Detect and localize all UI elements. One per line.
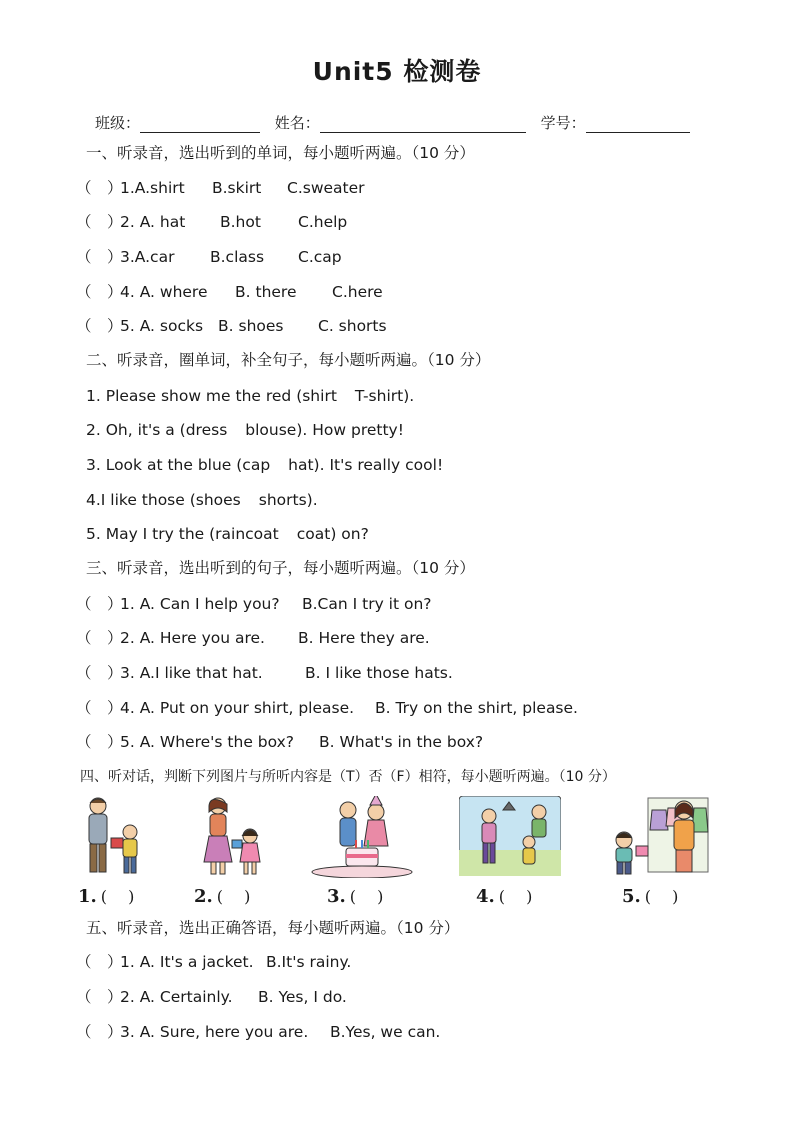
s5-question-2: [76, 987, 347, 1007]
picture-label-4: [476, 884, 532, 907]
option-c: C. shorts: [318, 317, 387, 335]
option-b: B. shoes: [218, 317, 284, 335]
option-b: B.Can I try it on?: [302, 595, 432, 613]
option-c: C.sweater: [287, 179, 365, 197]
option-a: 1. A. It's a jacket.: [120, 953, 254, 971]
option-b: B.hot: [220, 213, 261, 231]
label-number: 2.: [194, 886, 213, 907]
picture-row: [78, 796, 714, 880]
label-number: 5.: [622, 886, 641, 907]
option-a: 2. A. Certainly.: [120, 988, 233, 1006]
sentence-part: 3. Look at the blue (cap: [86, 456, 271, 474]
s3-question-2: [76, 628, 430, 648]
s1-question-4: [76, 282, 383, 302]
option-a: 1. A. Can I help you?: [120, 595, 280, 613]
option-b: B. What's in the box?: [319, 733, 484, 751]
option-a: 5. A. socks: [120, 317, 204, 335]
s3-question-5: [76, 732, 483, 752]
sentence-part: coat) on?: [296, 525, 369, 543]
answer-paren[interactable]: （ ）: [76, 213, 123, 231]
section-4-heading: 四、听对话，判断下列图片与所听内容是（T）否（F）相符，每小题听两遍。（10 分）: [80, 769, 616, 785]
sentence-part: blouse). How pretty!: [245, 421, 404, 439]
s2-sentence-2: [86, 420, 404, 440]
section-2-heading: 二、听录音，圈单词，补全句子，每小题听两遍。（10 分）: [86, 351, 491, 369]
s1-question-1: [76, 178, 365, 198]
name-label: 姓名：: [274, 114, 320, 132]
option-a: 1.A.shirt: [120, 179, 185, 197]
option-c: C.help: [298, 213, 348, 231]
answer-paren[interactable]: ( ): [349, 887, 384, 906]
picture-2: [196, 796, 268, 878]
class-field[interactable]: [140, 116, 260, 133]
sentence-part: hat). It's really cool!: [288, 456, 444, 474]
option-c: C.cap: [298, 248, 342, 266]
option-a: 2. A. Here you are.: [120, 629, 265, 647]
sentence-part: 1. Please show me the red (shirt: [86, 387, 337, 405]
answer-paren[interactable]: （ ）: [76, 179, 123, 197]
sentence-part: shorts).: [258, 491, 318, 509]
option-b: B. Try on the shirt, please.: [375, 699, 578, 717]
class-label: 班级：: [95, 114, 141, 132]
page-title: Unit5 检测卷: [312, 57, 482, 86]
s5-question-3: [76, 1022, 440, 1042]
option-a: 3. A.I like that hat.: [120, 664, 263, 682]
answer-paren[interactable]: ( ): [498, 887, 533, 906]
option-a: 4. A. where: [120, 283, 208, 301]
student-info-row: [95, 112, 700, 133]
s3-question-3: [76, 663, 453, 683]
s1-question-3: [76, 247, 342, 267]
option-a: 2. A. hat: [120, 213, 186, 231]
picture-label-3: [327, 884, 383, 907]
answer-paren[interactable]: （ ）: [76, 317, 123, 335]
s2-sentence-5: [86, 524, 369, 544]
picture-5: [606, 796, 710, 878]
option-a: 3.A.car: [120, 248, 175, 266]
answer-paren[interactable]: （ ）: [76, 664, 123, 682]
answer-paren[interactable]: （ ）: [76, 988, 123, 1006]
section-1-heading: 一、听录音，选出听到的单词，每小题听两遍。（10 分）: [86, 144, 475, 162]
section-3-heading: 三、听录音，选出听到的句子，每小题听两遍。（10 分）: [86, 559, 475, 577]
s3-question-1: [76, 594, 432, 614]
sentence-part: 5. May I try the (raincoat: [86, 525, 279, 543]
picture-3: [310, 796, 414, 878]
picture-label-1: [78, 884, 134, 907]
picture-1: [78, 796, 148, 878]
number-label: 学号：: [540, 114, 586, 132]
picture-4: [459, 796, 561, 876]
label-number: 4.: [476, 886, 495, 907]
s1-question-5: [76, 316, 387, 336]
option-b: B. there: [235, 283, 297, 301]
option-c: C.here: [332, 283, 383, 301]
sentence-part: 2. Oh, it's a (dress: [86, 421, 228, 439]
answer-paren[interactable]: （ ）: [76, 699, 123, 717]
picture-label-2: [194, 884, 250, 907]
answer-paren[interactable]: （ ）: [76, 1023, 123, 1041]
name-field[interactable]: [320, 116, 526, 133]
option-b: B. Here they are.: [298, 629, 430, 647]
option-b: B.skirt: [212, 179, 262, 197]
option-b: B.class: [210, 248, 265, 266]
sentence-part: 4.I like those (shoes: [86, 491, 241, 509]
answer-paren[interactable]: （ ）: [76, 629, 123, 647]
label-number: 1.: [78, 886, 97, 907]
s1-question-2: [76, 212, 347, 232]
option-b: B.It's rainy.: [266, 953, 352, 971]
option-a: 4. A. Put on your shirt, please.: [120, 699, 355, 717]
option-b: B. I like those hats.: [305, 664, 453, 682]
option-a: 3. A. Sure, here you are.: [120, 1023, 309, 1041]
answer-paren[interactable]: ( ): [216, 887, 251, 906]
s2-sentence-3: [86, 455, 443, 475]
s3-question-4: [76, 698, 578, 718]
option-b: B. Yes, I do.: [258, 988, 347, 1006]
sentence-part: T-shirt).: [354, 387, 415, 405]
answer-paren[interactable]: （ ）: [76, 283, 123, 301]
answer-paren[interactable]: （ ）: [76, 248, 123, 266]
s2-sentence-1: [86, 386, 414, 406]
option-b: B.Yes, we can.: [330, 1023, 441, 1041]
s5-question-1: [76, 952, 351, 972]
answer-paren[interactable]: （ ）: [76, 953, 123, 971]
answer-paren[interactable]: （ ）: [76, 595, 123, 613]
section-5-heading: 五、听录音，选出正确答语，每小题听两遍。（10 分）: [86, 919, 460, 937]
answer-paren[interactable]: ( ): [100, 887, 135, 906]
picture-label-5: [622, 884, 678, 907]
number-field[interactable]: [586, 116, 690, 133]
label-number: 3.: [327, 886, 346, 907]
option-a: 5. A. Where's the box?: [120, 733, 295, 751]
answer-paren[interactable]: ( ): [644, 887, 679, 906]
s2-sentence-4: [86, 490, 318, 510]
answer-paren[interactable]: （ ）: [76, 733, 123, 751]
